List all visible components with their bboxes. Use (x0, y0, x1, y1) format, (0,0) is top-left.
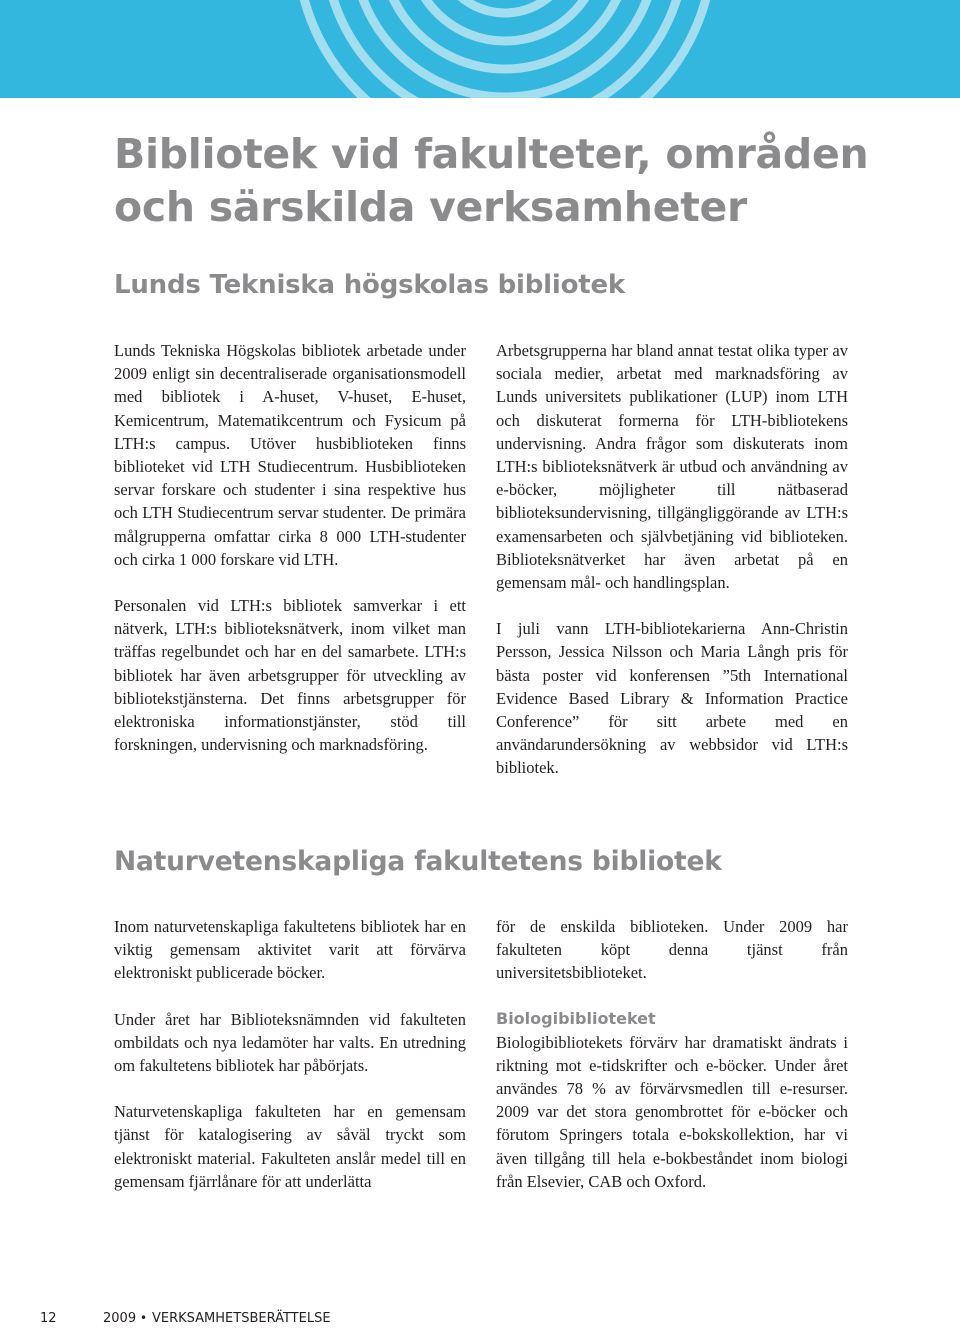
ripple-rings-graphic (0, 0, 960, 98)
page-title (114, 128, 914, 234)
page-number: 12 (40, 1311, 57, 1326)
section-heading-naturvetenskap: Naturvetenskapliga fakultetens bibliotek (114, 846, 722, 877)
header-banner (0, 0, 960, 98)
nat-column-right (496, 915, 848, 1216)
lth-column-left (114, 339, 466, 779)
paragraph: I juli vann LTH-bibliotekarierna Ann-Christin Persson, Jessica Nilsson och Maria Långh pris för bästa poster vid konferensen ”5th International Evidence Based Library & Information Practice Conference” för sitt arbete med en användarundersökning av webbsidor vid LTH:s bibliotek. (496, 619, 848, 778)
paragraph: för de enskilda biblioteken. Under 2009 har fakulteten köpt denna tjänst från universitetsbiblioteket. (496, 917, 848, 983)
paragraph: Under året har Biblioteksnämnden vid fakulteten ombildats och nya ledamöter har valts. En utredning om fakultetens bibliotek har påbörjats. (114, 1009, 466, 1076)
paragraph: Naturvetenskapliga fakulteten har en gemensam tjänst för katalogisering av såväl tryckt som elektroniskt material. Fakulteten anslår medel till en gemensam fjärrlånare för att underlätta (114, 1102, 466, 1191)
subheading-biologibiblioteket: Biologibiblioteket (496, 1008, 656, 1028)
lth-column-right (496, 339, 848, 803)
paragraph: Personalen vid LTH:s bibliotek samverkar i ett nätverk, LTH:s biblioteksnätverk, inom vilket man träffas regelbundet och har en del samarbete. LTH:s bibliotek har även arbetsgrupper för utveckling av bibliotekstjänsterna. Det finns arbetsgrupper för elektroniska informationstjänster, stöd till forskningen, undervisning och marknadsföring. (114, 596, 466, 755)
footer-label: VERKSAMHETSBERÄTTELSE (152, 1311, 331, 1326)
nat-column-left (114, 915, 466, 1216)
footer-bullet: • (140, 1311, 148, 1325)
page-title-line-1: Bibliotek vid fakulteter, områden (114, 130, 869, 178)
section-heading-lth: Lunds Tekniska högskolas bibliotek (114, 270, 625, 300)
paragraph: Biologibibliotekets förvärv har dramatiskt ändrats i riktning mot e-tidskrifter och e-böcker. Under året användes 78 % av förvärvsmedlen till e-resurser. 2009 var det stora genombrottet för e-böcker och förutom Springers totala e-bokskollektion, har vi även tillgång till hela e-bokbeståndet inom biologi från Elsevier, CAB och Oxford. (496, 1032, 848, 1191)
footer-year: 2009 (103, 1311, 137, 1326)
page-footer (0, 1308, 960, 1332)
paragraph: Arbetsgrupperna har bland annat testat olika typer av sociala medier, arbetat med marknadsföring av Lunds universitets publikationer (LUP) inom LTH och diskuterat formerna för LTH-bibliotekens undervisning. Andra frågor som diskuterats inom LTH:s biblioteksnätverk är utbud och användning av e-böcker, möjligheter till nätbaserad biblioteksundervisning, tillgängliggörande av LTH:s examensarbeten och självbetjäning vid biblioteken. Biblioteksnätverket har även arbetat på en gemensam mål- och handlingsplan. (496, 341, 848, 593)
paragraph: Lunds Tekniska Högskolas bibliotek arbetade under 2009 enligt sin decentraliserade organisationsmodell med bibliotek i A-huset, V-huset, E-huset, Kemicentrum, Matematikcentrum och Fysicum på LTH:s campus. Utöver husbiblioteken finns biblioteket vid LTH Studiecentrum. Husbiblioteken servar forskare och studenter i sina respektive hus och LTH Studiecentrum servar studenter. De primära målgrupperna omfattar cirka 8 000 LTH-studenter och cirka 1 000 forskare vid LTH. (114, 341, 466, 569)
paragraph: Inom naturvetenskapliga fakultetens bibliotek har en viktig gemensam aktivitet varit att förvärva elektroniskt publicerade böcker. (114, 917, 466, 983)
page-title-line-2: och särskilda verksamheter (114, 183, 747, 231)
